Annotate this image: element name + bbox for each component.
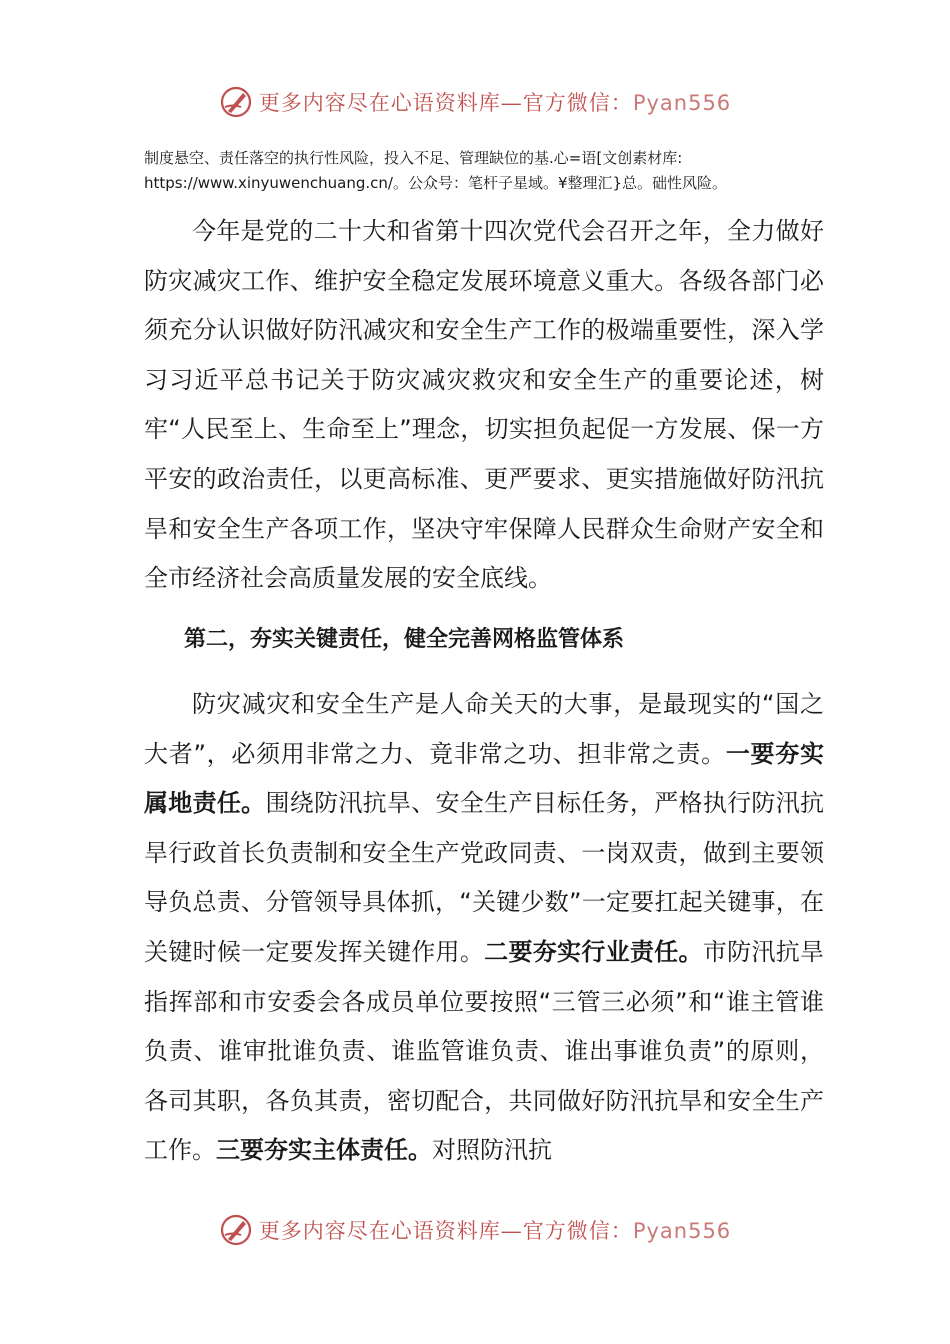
- para2-bold-1: 一要夯实属地责任。: [144, 739, 825, 818]
- para2-text-1: 防灾减灾和安全生产是人命关天的大事，是最现实的“国之大者”，必须用非常之力、竟非常之功、担非常之责。: [144, 690, 824, 768]
- quill-logo-icon: [219, 85, 253, 119]
- para2-bold-3: 三要夯实主体责任。: [216, 1136, 432, 1165]
- watermark-banner-top: [0, 82, 950, 122]
- banner-label: [259, 1215, 731, 1245]
- watermark-banner-bottom: [0, 1210, 950, 1250]
- body-paragraph-2: [144, 680, 824, 1176]
- para2-text-3: 市防汛抗旱指挥部和市安委会各成员单位要按照“三管三必须”和“谁主管谁负责、谁审批谁负责、谁监管谁负责、谁出事谁负责”的原则，各司其职，各负其责，密切配合，共同做好防汛抗旱和安全生产工作。: [144, 937, 825, 1165]
- banner-slogan: 更多内容尽在心语资料库—官方微信：: [258, 1219, 633, 1243]
- banner-label: [259, 87, 731, 117]
- quill-logo-icon: [219, 1213, 253, 1247]
- para2-text-4: 对照防汛抗: [432, 1136, 552, 1165]
- banner-wechat-id: Pyan556: [632, 1219, 732, 1243]
- header-note: [144, 146, 824, 196]
- section-heading: 第二，夯实关键责任，健全完善网格监管体系: [184, 627, 625, 652]
- header-note-line1: 制度悬空、责任落空的执行性风险，投入不足、管理缺位的基.心=语[文创素材库:: [144, 149, 683, 167]
- para2-text-2: 围绕防汛抗旱、安全生产目标任务，严格执行防汛抗旱行政首长负责制和安全生产党政同责、一岗双责，做到主要领导负总责、分管领导具体抓，“关键少数”一定要扛起关键事，在关键时候一定要发挥关键作用。: [144, 789, 825, 966]
- body-paragraph-1: 今年是党的二十大和省第十四次党代会召开之年，全力做好防灾减灾工作、维护安全稳定发展环境意义重大。各级各部门必须充分认识做好防汛减灾和安全生产工作的极端重要性，深入学习习近平总书记关于防灾减灾救灾和安全生产的重要论述，树牢“人民至上、生命至上”理念，切实担负起促一方发展、保一方平安的政治责任，以更高标准、更严要求、更实措施做好防汛抗旱和安全生产各项工作，坚决守牢保障人民群众生命财产安全和全市经济社会高质量发展的安全底线。: [144, 217, 824, 593]
- banner-slogan: 更多内容尽在心语资料库—官方微信：: [258, 91, 633, 115]
- banner-wechat-id: Pyan556: [632, 91, 732, 115]
- para2-bold-2: 二要夯实行业责任。: [484, 937, 703, 966]
- header-note-line2: https://www.xinyuwenchuang.cn/。公众号：笔杆子星域。¥整理汇}总。础性风险。: [144, 174, 728, 192]
